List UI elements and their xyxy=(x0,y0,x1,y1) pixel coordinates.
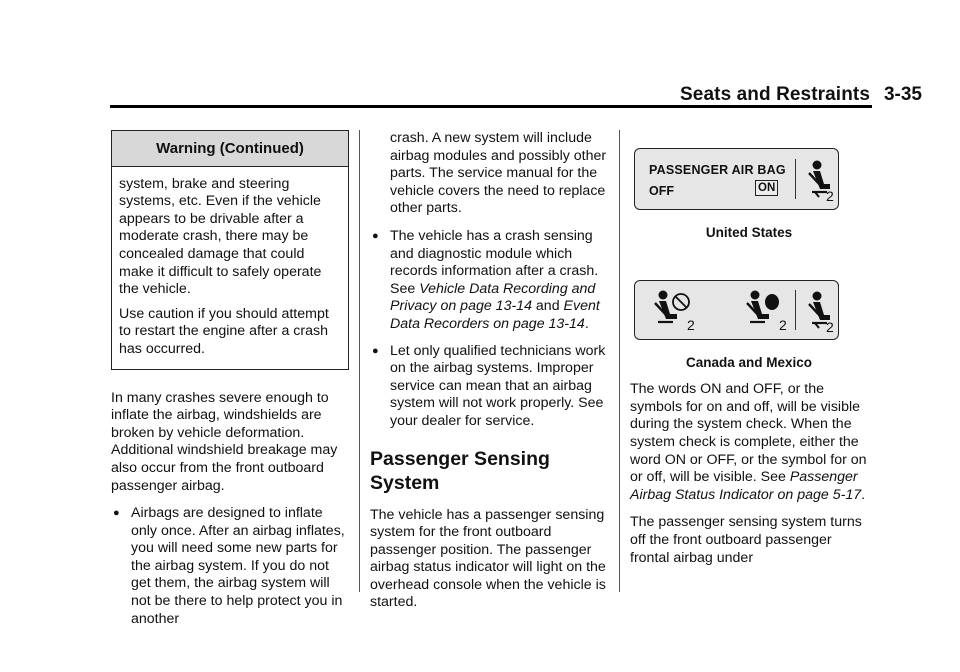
seat-number: 2 xyxy=(826,318,834,334)
body-paragraph: In many crashes severe enough to inflate the airbag, windshields are broken by vehicle deformation. Additional windshield breakage may also occur from the front outboard passenger airbag. xyxy=(111,389,338,494)
cross-reference-link[interactable]: Passenger Airbag Status Indicator on page 5-17 xyxy=(630,469,862,503)
cross-reference-link[interactable]: Vehicle Data Recording and Privacy on page 13-14 xyxy=(390,280,596,315)
bullet-icon: ● xyxy=(113,507,120,520)
body-paragraph: The passenger sensing system turns off the front outboard passenger frontal airbag under xyxy=(630,514,862,566)
panel-divider xyxy=(795,159,796,199)
panel-divider xyxy=(795,290,796,330)
column-divider xyxy=(359,130,360,592)
warning-paragraph: Use caution if you should attempt to restart the engine after a crash has occurred. xyxy=(119,305,329,357)
body-paragraph: The vehicle has a passenger sensing system for the front outboard passenger position. The passenger airbag status indicator will light on the overhead console when the vehicle is started. xyxy=(370,506,606,611)
airbag-on-symbol-icon xyxy=(739,288,795,334)
warning-paragraph: system, brake and steering systems, etc. Even if the vehicle appears to be drivable after a moderate crash, there may be concealed damage that could make it difficult to safely operate the vehicle. xyxy=(119,175,322,298)
bullet-icon: ● xyxy=(372,229,379,242)
bullet-text: The vehicle has a crash sensing and diagnostic module which records information after a crash. See xyxy=(390,227,599,297)
canada-mexico-airbag-indicator-panel xyxy=(634,280,839,340)
body-paragraph xyxy=(630,381,868,504)
warning-body xyxy=(112,167,348,369)
panel-label-on: ON xyxy=(755,180,778,196)
body-text: The words ON and OFF, or the symbols for on and off, will be visible during the system check. When the system check is complete, either the word ON or OFF, or the symbol for on or off, will be visible. See xyxy=(630,381,867,486)
column-3 xyxy=(630,130,868,567)
us-airbag-indicator-panel xyxy=(634,148,839,210)
warning-box xyxy=(111,130,349,370)
header-title: Seats and Restraints xyxy=(680,84,870,105)
canada-mexico-caption: Canada and Mexico xyxy=(685,354,813,370)
seat-number: 2 xyxy=(826,188,834,203)
body-text: . xyxy=(861,486,866,503)
seat-number: 2 xyxy=(687,316,695,333)
bullet-text: Let only qualified technicians work on the airbag systems. Improper service can mean that an airbag system will not work properly. See your dealer for service. xyxy=(390,342,606,429)
panel-label-passenger-air-bag: PASSENGER AIR BAG xyxy=(649,163,786,177)
bullet-text: . xyxy=(584,315,589,332)
seat-number: 2 xyxy=(779,316,787,333)
bullet-text: Airbags are designed to inflate only once. After an airbag inflates, you will need some new parts for the airbag system. If you do not get them, the airbag system will not be there to help protect you in another xyxy=(131,505,345,627)
column-divider xyxy=(619,130,620,592)
bullet-item xyxy=(370,228,610,334)
section-title: Passenger Sensing System xyxy=(370,447,550,494)
column-1 xyxy=(111,130,349,637)
continued-text: crash. A new system will include airbag modules and possibly other parts. The service manual for the vehicle covers the need to replace other parts. xyxy=(390,130,607,217)
page-number: 3-35 xyxy=(883,84,922,105)
seated-passenger-icon xyxy=(803,157,837,203)
airbag-off-symbol-icon xyxy=(647,288,703,334)
us-caption: United States xyxy=(705,225,793,240)
header-rule xyxy=(110,105,872,108)
warning-title: Warning (Continued) xyxy=(112,131,348,167)
seated-passenger-icon xyxy=(803,288,837,334)
column-2 xyxy=(370,130,610,612)
bullet-list xyxy=(370,228,610,431)
panel-label-off: OFF xyxy=(649,184,674,198)
bullet-list xyxy=(111,505,349,628)
bullet-item xyxy=(111,505,349,628)
bullet-item xyxy=(370,343,610,431)
bullet-text: and xyxy=(531,298,564,315)
bullet-icon: ● xyxy=(372,344,379,357)
cross-reference-link[interactable]: Event Data Recorders on page 13-14 xyxy=(390,298,600,332)
